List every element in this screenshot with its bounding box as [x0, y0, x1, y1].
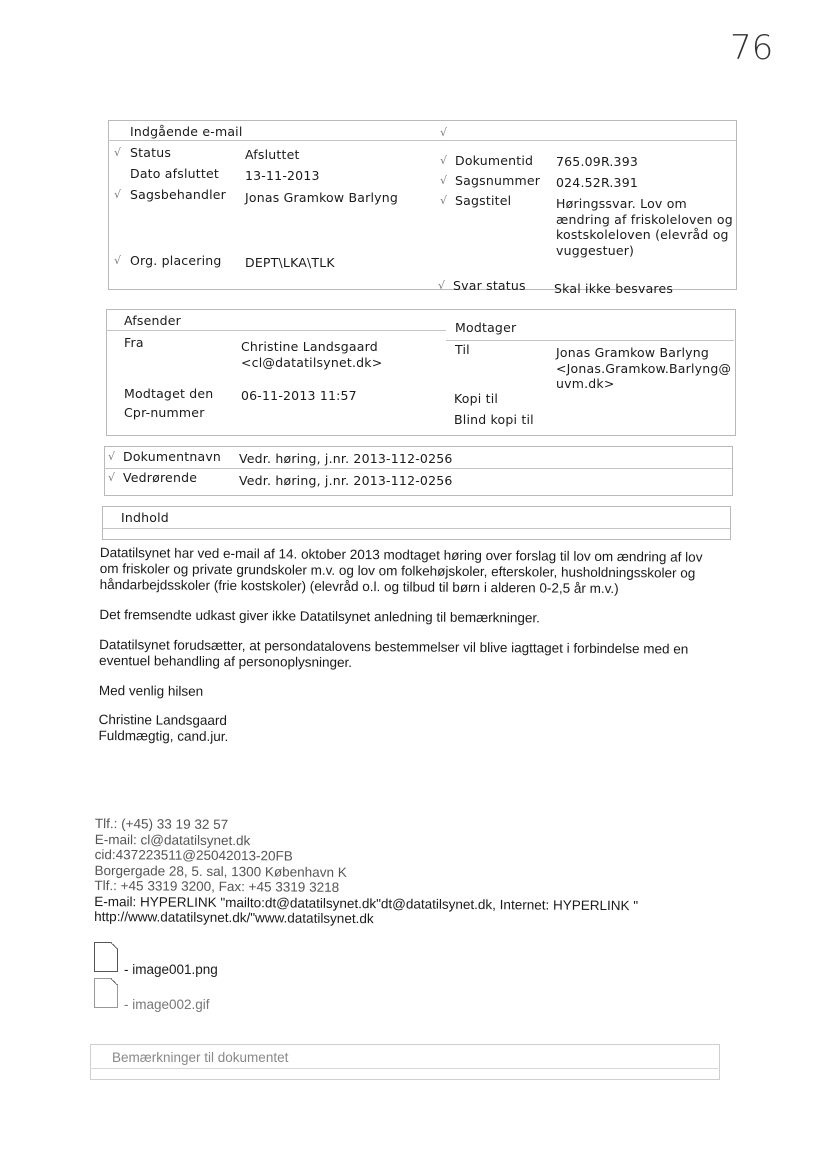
field-label-dokumentnavn: Dokumentnavn — [123, 449, 222, 464]
field-label-vedrorende: Vedrørende — [123, 470, 198, 485]
field-label-blind-kopi-til: Blind kopi til — [454, 412, 534, 427]
email-footer — [94, 816, 735, 930]
footer-line: E-mail: cl@datatilsynet.dk — [94, 831, 251, 848]
attachment-link[interactable]: - image002.gif — [124, 997, 210, 1012]
check-icon: √ — [108, 471, 116, 484]
afsender-header: Afsender — [124, 313, 181, 328]
incoming-email-header: Indgående e-mail — [130, 124, 243, 139]
sagstitel-line: Høringssvar. Lov om — [556, 196, 687, 211]
field-label-modtaget-den: Modtaget den — [124, 386, 214, 401]
check-icon: √ — [440, 174, 448, 187]
field-value-vedrorende: Vedr. høring, j.nr. 2013-112-0256 — [239, 473, 453, 488]
check-icon: √ — [114, 188, 122, 201]
field-value-dokumentnavn: Vedr. høring, j.nr. 2013-112-0256 — [239, 451, 453, 466]
field-label-sagstitel: Sagstitel — [455, 193, 512, 208]
footer-line: Tlf.: (+45) 33 19 32 57 — [94, 816, 229, 833]
field-value-org-placering: DEPT\LKA\TLK — [245, 255, 335, 270]
fra-line: Christine Landsgaard — [241, 339, 378, 354]
field-value-dokumentid: 765.09R.393 — [556, 154, 639, 169]
til-line: uvm.dk> — [556, 376, 615, 391]
field-value-til — [556, 345, 731, 392]
sagstitel-line: ændring af friskoleloven og — [556, 211, 733, 227]
check-icon: √ — [114, 146, 122, 159]
body-line: håndarbejdsskoler (frie kostskoler) (elevråd o.l. og tilbud til børn i alderen 0-2,5 år m.v.) — [99, 576, 619, 597]
field-label-fra: Fra — [124, 335, 144, 350]
til-line: <Jonas.Gramkow.Barlyng@ — [556, 360, 732, 376]
field-label-sagsnummer: Sagsnummer — [455, 173, 541, 188]
field-label-til: Til — [455, 342, 470, 357]
body-line: Det fremsendte udkast giver ikke Datatilsynet anledning til bemærkninger. — [99, 606, 540, 626]
signature-name: Christine Landsgaard — [98, 711, 228, 729]
check-icon: √ — [440, 154, 448, 167]
field-label-sagsbehandler: Sagsbehandler — [130, 187, 227, 202]
field-label-org-placering: Org. placering — [130, 253, 222, 268]
check-icon: √ — [440, 126, 448, 139]
field-value-status: Afsluttet — [245, 147, 300, 162]
remarks-header: Bemærkninger til dokumentet — [112, 1050, 289, 1065]
footer-line: Borgergade 28, 5. sal, 1300 København K — [94, 862, 347, 880]
greeting: Med venlig hilsen — [98, 682, 204, 699]
field-value-sagsnummer: 024.52R.391 — [556, 175, 639, 190]
fra-line: <cl@datatilsynet.dk> — [241, 355, 383, 370]
file-icon[interactable] — [94, 978, 118, 1008]
field-label-cpr-nummer: Cpr-nummer — [124, 405, 205, 420]
field-value-sagsbehandler: Jonas Gramkow Barlyng — [245, 190, 399, 205]
field-label-dato-afsluttet: Dato afsluttet — [130, 166, 219, 181]
footer-line: Tlf.: +45 3319 3200, Fax: +45 3319 3218 — [94, 877, 340, 895]
content-header-box — [102, 506, 731, 540]
field-label-svar-status: Svar status — [453, 278, 526, 293]
field-value-fra — [241, 339, 382, 371]
footer-line: http://www.datatilsynet.dk/"www.datatilsynet.dk — [94, 908, 374, 927]
modtager-header: Modtager — [455, 320, 517, 335]
check-icon: √ — [108, 450, 116, 463]
check-icon: √ — [438, 279, 446, 292]
signature-title: Fuldmægtig, cand.jur. — [98, 727, 229, 745]
check-icon: √ — [440, 194, 448, 207]
page-number: 76 — [730, 28, 774, 68]
footer-line: E-mail: HYPERLINK "mailto:dt@datatilsynet.dk"dt@datatilsynet.dk, Internet: HYPERLINK " — [94, 893, 639, 913]
field-value-sagstitel — [556, 196, 733, 258]
field-value-modtaget-den: 06-11-2013 11:57 — [241, 388, 357, 403]
body-line: eventuel behandling af personoplysninger. — [99, 652, 353, 670]
field-label-status: Status — [130, 145, 172, 160]
field-value-dato-afsluttet: 13-11-2013 — [245, 168, 320, 183]
check-icon: √ — [114, 254, 122, 267]
letter-body — [98, 545, 740, 749]
body-line: Datatilsynet forudsætter, at persondatalovens bestemmelser vil blive iagttaget i forbindelse med en — [99, 636, 689, 657]
body-line: om friskoler og private grundskoler m.v. og lov om folkehøjskoler, efterskoler, husholdningsskoler og — [99, 560, 696, 581]
attachment-link[interactable]: - image001.png — [124, 962, 218, 977]
field-label-dokumentid: Dokumentid — [455, 153, 534, 168]
body-line: Datatilsynet har ved e-mail af 14. oktober 2013 modtaget høring over forslag til lov om ændring af lov — [99, 545, 703, 565]
field-label-kopi-til: Kopi til — [454, 391, 499, 406]
field-value-svar-status: Skal ikke besvares — [554, 281, 674, 296]
footer-line: cid:437223511@25042013-20FB — [94, 846, 293, 864]
sagstitel-line: kostskoleloven (elevråd og — [556, 227, 729, 242]
sagstitel-line: vuggestuer) — [556, 242, 635, 258]
til-line: Jonas Gramkow Barlyng — [556, 345, 710, 360]
content-header: Indhold — [121, 510, 169, 525]
file-icon[interactable] — [94, 942, 118, 972]
